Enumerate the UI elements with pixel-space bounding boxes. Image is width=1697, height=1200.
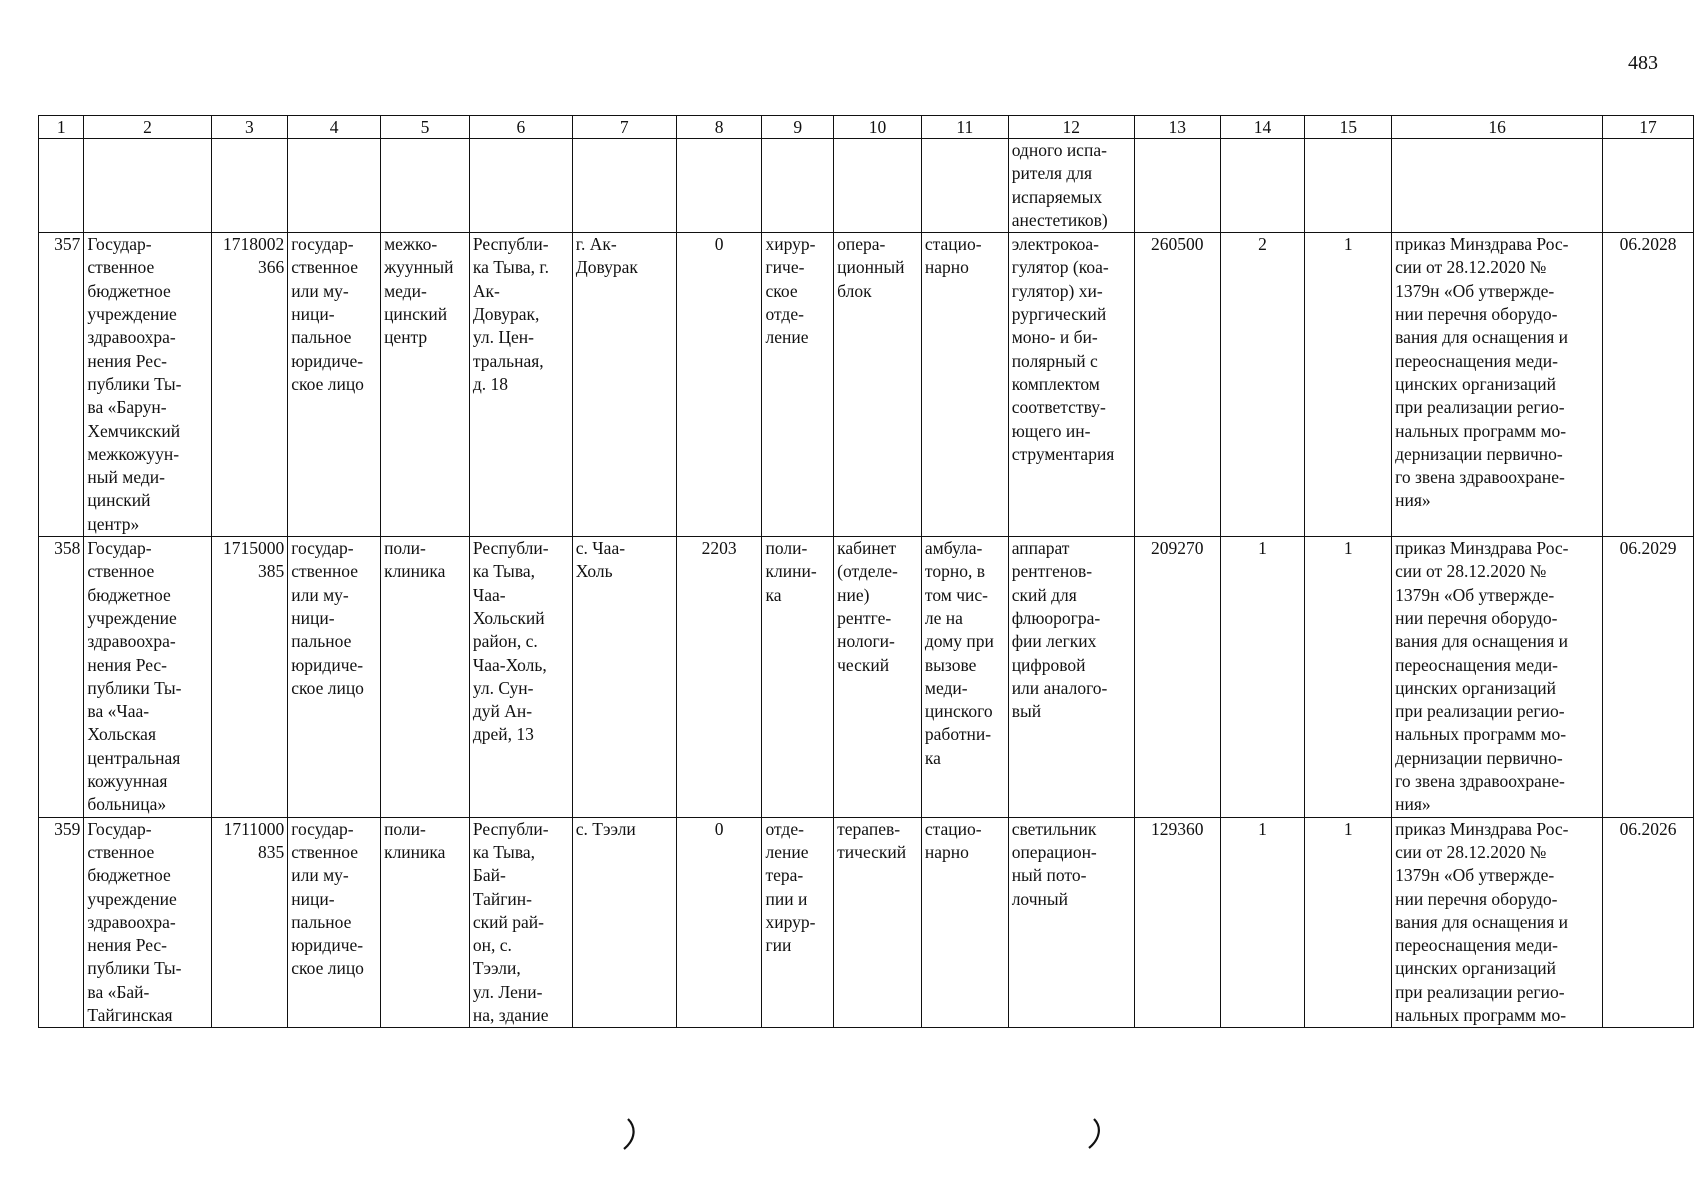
- equipment-cost: 260500: [1134, 233, 1220, 537]
- facility-type: поли- клиника: [381, 817, 470, 1028]
- care-conditions: стацио- нарно: [921, 233, 1008, 537]
- column-header: 1: [39, 116, 84, 139]
- equipment-register-table: [38, 115, 1694, 1028]
- legal-form: государ- ственное или му- ници- пальное юридиче- ское лицо: [288, 233, 381, 537]
- legal-basis: приказ Минздрава Рос- сии от 28.12.2020 № 1379н «Об утвержде- нии перечня оборудо- вания для оснащения и переоснащения меди- цинских организаций при реализации регио- нальных программ мо- дернизации первично- го звена здравоохране- ния»: [1392, 233, 1603, 537]
- inn-code: 1711000 835: [211, 817, 288, 1028]
- pen-mark-icon: [622, 1117, 642, 1151]
- row-number: 358: [39, 537, 84, 818]
- unit: кабинет (отделе- ние) рентге- нологи- ческий: [834, 537, 922, 818]
- facility-type: поли- клиника: [381, 537, 470, 818]
- address: Республи- ка Тыва, г. Ак- Довурак, ул. Цен- тральная, д. 18: [469, 233, 572, 537]
- care-conditions: амбула- торно, в том чис- ле на дому при вызове меди- цинского работни- ка: [921, 537, 1008, 818]
- pen-mark-icon: [1086, 1117, 1106, 1151]
- facility-type: межко- жуунный меди- цинский центр: [381, 233, 470, 537]
- column-header: 8: [676, 116, 762, 139]
- column-header: 16: [1392, 116, 1603, 139]
- column-header: 4: [288, 116, 381, 139]
- quantity-planned: 1: [1305, 233, 1392, 537]
- quantity-needed: 2: [1220, 233, 1305, 537]
- locality: г. Ак- Довурак: [572, 233, 676, 537]
- column-header: 11: [921, 116, 1008, 139]
- equipment-name-continued: одного испа- рителя для испаряемых анестетиков): [1008, 139, 1134, 233]
- inn-code: 1715000 385: [211, 537, 288, 818]
- quantity-planned: 1: [1305, 817, 1392, 1028]
- organization-name: Государ- ственное бюджетное учреждение здравоохра- нения Рес- публики Ты- ва «Барун- Хемчикский межкожуун- ный меди- цинский центр»: [84, 233, 211, 537]
- column-header: 12: [1008, 116, 1134, 139]
- equipment-cost: 129360: [1134, 817, 1220, 1028]
- legal-basis: приказ Минздрава Рос- сии от 28.12.2020 № 1379н «Об утвержде- нии перечня оборудо- вания для оснащения и переоснащения меди- цинских организаций при реализации регио- нальных программ мо- дернизации первично- го звена здравоохране- ния»: [1392, 537, 1603, 818]
- department: поли- клини- ка: [762, 537, 834, 818]
- quantity-planned: 1: [1305, 537, 1392, 818]
- quantity-needed: 1: [1220, 817, 1305, 1028]
- page-number: 483: [1628, 52, 1658, 74]
- department: отде- ление тера- пии и хирур- гии: [762, 817, 834, 1028]
- unit: терапев- тический: [834, 817, 922, 1028]
- deadline: 06.2029: [1603, 537, 1694, 818]
- population: 0: [676, 817, 762, 1028]
- legal-form: государ- ственное или му- ници- пальное юридиче- ское лицо: [288, 537, 381, 818]
- column-number-row: [39, 116, 1694, 139]
- legal-basis: приказ Минздрава Рос- сии от 28.12.2020 № 1379н «Об утвержде- нии перечня оборудо- вания для оснащения и переоснащения меди- цинских организаций при реализации регио- нальных программ мо-: [1392, 817, 1603, 1028]
- column-header: 5: [381, 116, 470, 139]
- organization-name: Государ- ственное бюджетное учреждение здравоохра- нения Рес- публики Ты- ва «Бай- Тайгинская: [84, 817, 211, 1028]
- department: хирур- гиче- ское отде- ление: [762, 233, 834, 537]
- column-header: 14: [1220, 116, 1305, 139]
- column-header: 7: [572, 116, 676, 139]
- row-number: 357: [39, 233, 84, 537]
- deadline: 06.2026: [1603, 817, 1694, 1028]
- unit: опера- ционный блок: [834, 233, 922, 537]
- column-header: 2: [84, 116, 211, 139]
- organization-name: Государ- ственное бюджетное учреждение здравоохра- нения Рес- публики Ты- ва «Чаа- Хольская центральная кожуунная больница»: [84, 537, 211, 818]
- legal-form: государ- ственное или му- ници- пальное юридиче- ское лицо: [288, 817, 381, 1028]
- column-header: 3: [211, 116, 288, 139]
- inn-code: 1718002 366: [211, 233, 288, 537]
- address: Республи- ка Тыва, Бай- Тайгин- ский рай- он, с. Тээли, ул. Лени- на, здание: [469, 817, 572, 1028]
- equipment-cost: 209270: [1134, 537, 1220, 818]
- row-number: 359: [39, 817, 84, 1028]
- column-header: 17: [1603, 116, 1694, 139]
- column-header: 9: [762, 116, 834, 139]
- address: Республи- ка Тыва, Чаа- Хольский район, с. Чаа-Холь, ул. Сун- дуй Ан- дрей, 13: [469, 537, 572, 818]
- equipment-name: светильник операцион- ный пото- лочный: [1008, 817, 1134, 1028]
- equipment-name: аппарат рентгенов- ский для флюорогра- фии легких цифровой или аналого- вый: [1008, 537, 1134, 818]
- population: 2203: [676, 537, 762, 818]
- deadline: 06.2028: [1603, 233, 1694, 537]
- quantity-needed: 1: [1220, 537, 1305, 818]
- care-conditions: стацио- нарно: [921, 817, 1008, 1028]
- table-row: [39, 537, 1694, 818]
- column-header: 13: [1134, 116, 1220, 139]
- column-header: 10: [834, 116, 922, 139]
- equipment-name: электрокоа- гулятор (коа- гулятор) хи- рургический моно- и би- полярный с комплектом соответству- ющего ин- струментария: [1008, 233, 1134, 537]
- locality: с. Чаа- Холь: [572, 537, 676, 818]
- table-row: [39, 233, 1694, 537]
- continuation-row: [39, 139, 1694, 233]
- locality: с. Тээли: [572, 817, 676, 1028]
- table-row: [39, 817, 1694, 1028]
- column-header: 6: [469, 116, 572, 139]
- column-header: 15: [1305, 116, 1392, 139]
- population: 0: [676, 233, 762, 537]
